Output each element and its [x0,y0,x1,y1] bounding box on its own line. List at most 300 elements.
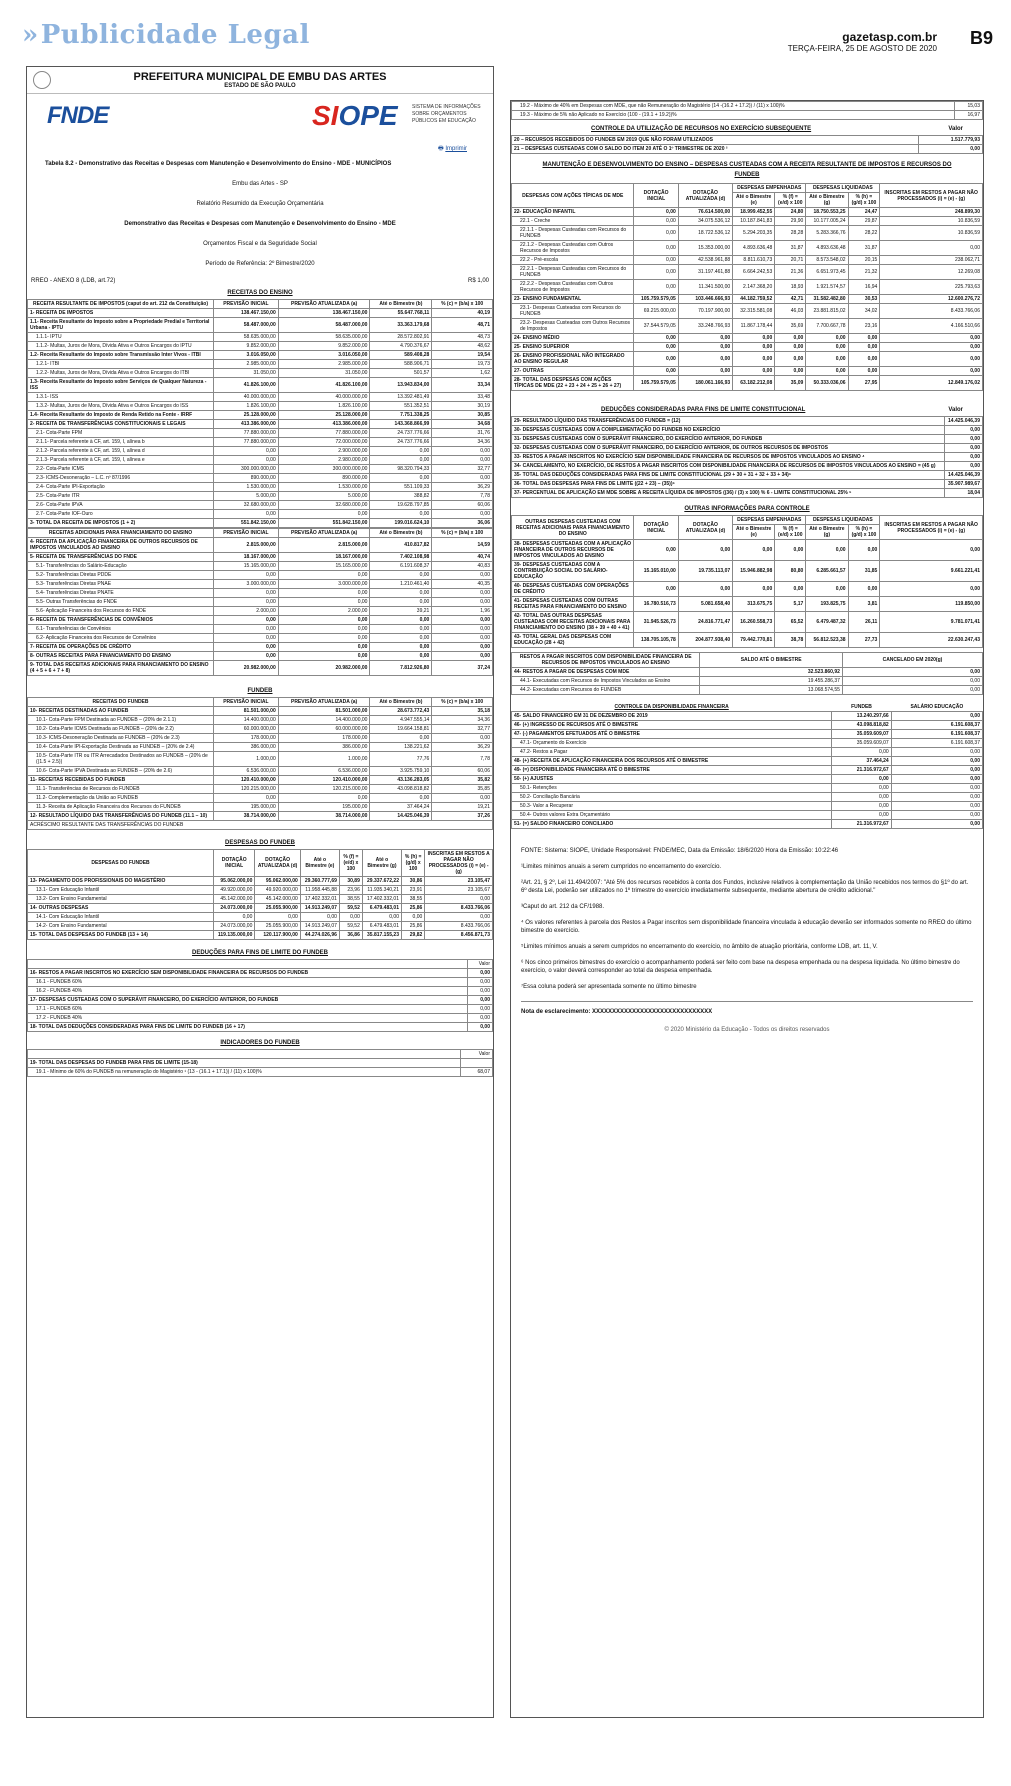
row-label: 5.2- Transferências Diretas PDDE [28,571,214,580]
row-value: 388,82 [370,492,432,501]
periodo: Período de Referência: 2º Bimestre/2020 [205,261,315,267]
row-value: 29.337.672,22 [362,877,401,886]
column-header: Até o Bimestre (b) [370,698,432,707]
row-value: 27,73 [848,633,880,648]
row-label: 1.1.1- IPTU [28,333,214,342]
row-value: 23.105,67 [425,886,493,895]
row-value: 0,00 [300,913,339,922]
indicadores-title: INDICADORES DO FUNDEB [220,1040,300,1046]
left-column [26,66,494,1718]
table-row [512,102,983,111]
section-title: Publicidade Legal [40,20,310,50]
table-row [28,571,493,580]
row-value: 0,00 [880,540,983,561]
row-value: 0,00 [848,582,880,597]
table-row [512,226,983,241]
row-value: Valor [467,960,492,969]
row-value: 2.815.000,00 [278,538,370,553]
row-label: 50.4- Outros valores Extra Orçamentário [512,811,832,820]
row-label: 17- DESPESAS CUSTEADAS COM O SUPERÁVIT FINANCEIRO, DO EXERCÍCIO ANTERIOR, DO FUNDEB [28,996,468,1005]
row-value: 0,00 [848,540,880,561]
row-label: 24- ENSINO MÉDIO [512,334,634,343]
row-value: 0,00 [401,913,424,922]
report-meta [27,154,493,274]
table-row [28,743,493,752]
row-value: 0,00 [634,265,678,280]
table-row [28,1014,493,1023]
row-value: 103.446.666,93 [678,295,732,304]
row-value: 29,90 [775,217,806,226]
row-value: 0,00 [806,540,848,561]
row-label: 19- TOTAL DAS DESPESAS DO FUNDEB PARA FINS DE LIMITE (15-18) [28,1059,461,1068]
controle-table [511,135,983,154]
row-value: 95.062.000,00 [255,877,300,886]
row-value: 40,83 [432,562,493,571]
table-row [28,429,493,438]
fundeb-section-title: FUNDEB [247,688,273,694]
row-value: 138.705.105,78 [634,633,678,648]
print-link[interactable]: 🖶 Imprimir [437,146,467,152]
row-value: 33,34 [432,378,493,393]
row-value: 11.935.340,21 [362,886,401,895]
table-row [28,318,493,333]
row-value: 7.751.338,25 [370,411,432,420]
row-value: 589.408,28 [370,351,432,360]
row-value: 0,00 [278,598,370,607]
row-value: 34,36 [432,438,493,447]
row-label: 40- DESPESAS CUSTEADAS COM OPERAÇÕES DE CRÉDITO [512,582,634,597]
row-value: 0,00 [432,447,493,456]
table-row [28,725,493,734]
row-value: 890.000,00 [214,474,279,483]
row-value: 120.215.000,00 [214,785,279,794]
row-value: 21,32 [848,265,880,280]
row-value: 38,55 [401,895,424,904]
row-value: 14.913.249,07 [300,922,339,931]
row-value: 7.402.108,98 [370,553,432,562]
row-value: 199.016.624,10 [370,519,432,528]
row-value: 5.294.203,35 [733,226,775,241]
row-value: 21.316.972,67 [832,766,891,775]
row-label: 3- TOTAL DA RECEITA DE IMPOSTOS (1 + 2) [28,519,214,528]
row-value: 8.433.766,06 [425,904,493,913]
table-row [512,784,983,793]
row-value: 300.000.000,00 [278,465,370,474]
row-value: 49.920.000,00 [255,886,300,895]
controle-valor-label: Valor [948,126,963,132]
row-value: 0,00 [278,794,370,803]
row-value: 890.000,00 [278,474,370,483]
column-header: Até o Bimestre (e) [300,850,339,877]
table-row [512,471,983,480]
row-value: 0,00 [880,367,983,376]
row-value: 35,82 [432,776,493,785]
table-row [512,775,983,784]
row-label: 29- RESULTADO LÍQUIDO DAS TRANSFERÊNCIAS DO FUNDEB = (12) [512,417,945,426]
row-value: 38,78 [775,633,806,648]
row-value: 0,00 [214,625,279,634]
disp-title: CONTROLE DA DISPONIBILIDADE FINANCEIRA [512,703,832,712]
row-value: 0,00 [945,435,983,444]
table-row [512,540,983,561]
row-value: 0,00 [432,571,493,580]
table-row [28,794,493,803]
row-value: 2.900.000,00 [278,447,370,456]
table-row [28,785,493,794]
row-value: 4.790.376,67 [370,342,432,351]
row-value: 15.946.882,98 [733,561,775,582]
row-label: 7- RECEITA DE OPERAÇÕES DE CRÉDITO [28,643,214,652]
row-value: 56.812.523,38 [806,633,848,648]
row-value: 0,00 [634,226,678,241]
row-label: 6.2- Aplicação Financeira dos Recursos de Convênios [28,634,214,643]
row-value: 44.182.759,52 [733,295,775,304]
row-value: 38.714.000,00 [214,812,279,821]
row-label: 35- TOTAL DAS DEDUÇÕES CONSIDERADAS PARA FINS DE LIMITE CONSTITUCIONAL (29 + 30 + 31 + 32 + 33 + 34)⁶ [512,471,945,480]
table-row [28,342,493,351]
row-value: 0,00 [278,652,370,661]
row-value: 8.573.548,02 [806,256,848,265]
row-value: 18,93 [775,280,806,295]
row-value: 58.635.000,00 [278,333,370,342]
table-row [28,812,493,821]
row-value: 25.128.000,00 [278,411,370,420]
row-value: 43.098.818,82 [370,785,432,794]
row-label: 44- RESTOS A PAGAR DE DESPESAS COM MDE [512,668,700,677]
row-label: 11.3- Receita de Aplicação Financeira dos Recursos do FUNDEB [28,803,214,812]
table-row [28,996,493,1005]
row-value: 180.061.166,93 [678,376,732,391]
row-value: 0,00 [891,793,982,802]
row-value: 0,00 [678,540,732,561]
row-value: 31,76 [432,429,493,438]
row-label: 1.3.2- Multas, Juros de Mora, Dívida Ativa e Outros Encargos do ISS [28,402,214,411]
row-label: 8- OUTRAS RECEITAS PARA FINANCIAMENTO DO ENSINO [28,652,214,661]
row-value: 0,00 [634,256,678,265]
row-value: 0,00 [467,1005,492,1014]
row-value: 34,36 [432,716,493,725]
row-label: 4- RECEITA DA APLICAÇÃO FINANCEIRA DE OUTROS RECURSOS DE IMPOSTOS VINCULADOS AO ENSINO [28,538,214,553]
table-row [28,393,493,402]
row-label: 1.1.2- Multas, Juros de Mora, Dívida Ativa e Outros Encargos do IPTU [28,342,214,351]
row-value: 105.759.579,05 [634,295,678,304]
row-value: 16,97 [954,111,982,120]
row-value: 42.538.961,88 [678,256,732,265]
row-value: 6.651.973,45 [806,265,848,280]
municipio: Embu das Artes - SP [232,181,288,187]
row-value: 138.467.150,00 [214,309,279,318]
row-value: 0,00 [214,598,279,607]
row-label: 22.2.2 - Despesas Custeadas com Outros Recursos de Impostos [512,280,634,295]
row-value: 10.187.841,83 [733,217,775,226]
row-label: 10.4- Cota-Parte IPI-Exportação Destinada ao FUNDEB – (20% de 2.4) [28,743,214,752]
row-value: 6.191.608,37 [891,739,982,748]
table-row [512,739,983,748]
row-label: 1.1- Receita Resultante do Imposto sobre a Propriedade Predial e Territorial Urbana - IPTU [28,318,214,333]
page-number: B9 [969,28,993,48]
receitas-table [27,299,493,528]
table-row [28,510,493,519]
column-header: Até o Bimestre (g) [806,193,848,208]
row-value: 0,00 [214,616,279,625]
row-label: 50.2- Conciliação Bancária [512,793,832,802]
ded-const-table [511,416,983,498]
row-label: 2.4- Cota-Parte IPI-Exportação [28,483,214,492]
row-value: 98.320.794,33 [370,465,432,474]
row-value: 0,00 [880,241,983,256]
row-label: 47- (-) PAGAMENTOS EFETUADOS ATÉ O BIMESTRE [512,730,832,739]
row-value: 0,00 [278,510,370,519]
table-row [28,978,493,987]
footnote: ⁵Limites mínimos anuais a serem cumpridos no encerramento do exercício, no âmbito de atuação prioritária, conforme LDB, art. 11, V. [521,944,878,950]
row-value: 0,00 [432,589,493,598]
row-value: 0,00 [945,426,983,435]
row-value: 0,00 [678,352,732,367]
row-value: 76.614.500,00 [678,208,732,217]
row-value: 32.315.581,08 [733,304,775,319]
row-value: 6.479.487,32 [806,612,848,633]
row-value: 12.600.276,72 [880,295,983,304]
row-value: 58.487.000,00 [214,318,279,333]
row-value: 225.793,63 [880,280,983,295]
row-label: 2.7- Cota-Parte IOF-Ouro [28,510,214,519]
row-value: 30,85 [432,411,493,420]
row-value: 6.664.242,53 [733,265,775,280]
row-label: 50- (+) AJUSTES [512,775,832,784]
row-value: 32.680.000,00 [278,501,370,510]
row-value: 0,00 [278,634,370,643]
column-header: Até o Bimestre (g) [362,850,401,877]
rreo-label: RREO - ANEXO 8 (LDB, art.72) [31,278,116,284]
column-header: DESPESAS COM AÇÕES TÍPICAS DE MDE [512,184,634,208]
row-value: 0,00 [806,352,848,367]
row-value: 7,78 [432,492,493,501]
row-value: 17.402.332,01 [300,895,339,904]
row-value: 18.999.452,55 [733,208,775,217]
row-value: 24.073.000,00 [214,922,255,931]
row-value: 0,00 [880,343,983,352]
column-header: RECEITA RESULTANTE DE IMPOSTOS (caput do art. 212 da Constituição) [28,300,214,309]
row-value: 32,77 [432,725,493,734]
table-row [28,752,493,767]
table-row [512,582,983,597]
row-value: 0,00 [733,540,775,561]
row-label: 47.2- Restos a Pagar [512,748,832,757]
column-header: % (f) = (e/d) x 100 [339,850,362,877]
table-row [28,734,493,743]
row-value: 41.826.100,00 [214,378,279,393]
table-row [512,343,983,352]
row-value: 0,00 [432,625,493,634]
column-header: RECEITAS ADICIONAIS PARA FINANCIAMENTO DO ENSINO [28,529,214,538]
row-value: 0,00 [432,794,493,803]
row-value: 20.982.000,00 [278,661,370,676]
row-value: 0,00 [370,652,432,661]
row-value: 2.000,00 [278,607,370,616]
row-value: 11.341.500,00 [678,280,732,295]
siope-logo [312,100,398,132]
row-value: 23,96 [339,886,362,895]
row-value: 0,00 [842,677,982,686]
row-value: 0,00 [370,625,432,634]
row-value: 0,00 [634,582,678,597]
acrescimo-line: ACRÉSCIMO RESULTANTE DAS TRANSFERÊNCIAS DO FUNDEB [27,821,493,830]
row-label: 22.2.1 - Despesas Custeadas com Recursos do FUNDEB [512,265,634,280]
row-value: 18,04 [945,489,983,498]
row-value: 0,00 [214,634,279,643]
table-row [512,145,983,154]
row-label: 6- RECEITA DE TRANSFERÊNCIAS DE CONVÊNIOS [28,616,214,625]
row-value: 9.781.071,41 [880,612,983,633]
row-value: 2.980.000,00 [278,456,370,465]
table-row [28,411,493,420]
row-label: 2.1.3- Parcela referente à CF, art. 159, I, alínea e [28,456,214,465]
row-value: 18.722.536,12 [678,226,732,241]
row-value: 0,00 [370,474,432,483]
row-value: 40,35 [432,580,493,589]
row-value: 193.825,75 [806,597,848,612]
row-value: 3.016.050,00 [278,351,370,360]
row-value: 23.881.815,02 [806,304,848,319]
row-value: 36,29 [432,743,493,752]
row-value: 195.000,00 [278,803,370,812]
row-value: 45.142.000,00 [255,895,300,904]
row-value: 37,24 [432,661,493,676]
row-value: 1.517.779,93 [919,136,983,145]
row-value: 48,62 [432,342,493,351]
row-label: 14.1- Com Educação Infantil [28,913,214,922]
row-value: 28,28 [775,226,806,241]
row-label: 42- TOTAL DAS OUTRAS DESPESAS CUSTEADAS COM RECEITAS ADICIONAIS PARA FINANCIAMENTO DO ENSINO (38 + 39 + 40 + 41) [512,612,634,633]
row-value: 0,00 [832,811,891,820]
table-row [28,895,493,904]
row-value: 32,77 [432,465,493,474]
row-value: 21,36 [775,265,806,280]
row-label: 34- CANCELAMENTO, NO EXERCÍCIO, DE RESTOS A PAGAR INSCRITOS COM DISPONIBILIDADE FINANCEIRA DE RECURSOS DE IMPOSTOS VINCULADOS AO ENSINO = (45 g) [512,462,945,471]
row-value: 313.675,75 [733,597,775,612]
row-label: 11.2- Complementação da União ao FUNDEB [28,794,214,803]
row-value: 0,00 [467,1014,492,1023]
row-label: 2.3- ICMS-Desoneração – L.C. nº 87/1996 [28,474,214,483]
municipal-seal-icon [33,71,51,89]
row-value: 119.850,00 [880,597,983,612]
row-value: 58.487.000,00 [278,318,370,333]
row-label: 1.3- Receita Resultante do Imposto sobre Serviços de Qualquer Natureza - ISS [28,378,214,393]
disp-head-fundeb: FUNDEB [832,703,891,712]
row-value: 14.913.249,07 [300,904,339,913]
row-value: 0,00 [432,616,493,625]
row-value: 0,00 [370,589,432,598]
row-value: 551.352,51 [370,402,432,411]
receitas-section-title: RECEITAS DO ENSINO [227,290,293,296]
row-value: 0,00 [678,343,732,352]
row-value: 0,00 [678,367,732,376]
row-label: 41- DESPESAS CUSTEADAS COM OUTRAS RECEITAS PARA FINANCIAMENTO DO ENSINO [512,597,634,612]
row-value: 5.283.366,76 [806,226,848,241]
row-value: 12.269,08 [880,265,983,280]
fonte-line: FONTE: Sistema: SIOPE, Unidade Responsável: FNDE/MEC, Data da Emissão: 18/6/2020 Hora da Emissão: 10:22:46 [521,848,839,854]
row-value: 29,82 [401,931,424,940]
table-row [28,1059,493,1068]
row-value: 45.142.000,00 [214,895,255,904]
table-row [28,447,493,456]
row-value: 413.386.000,00 [278,420,370,429]
row-value: 0,00 [214,510,279,519]
row-value: 8.456.871,73 [425,931,493,940]
column-header: % (c) = (b/a) x 100 [432,300,493,309]
table-row [28,474,493,483]
table-row [28,625,493,634]
row-value: 72.000.000,00 [278,438,370,447]
row-value: 0,00 [432,634,493,643]
row-value: 2.815.000,00 [214,538,279,553]
row-label: 19.1 - Mínimo de 60% do FUNDEB na remuneração do Magistério ¹ (13 - (16.1 + 17.1)) / (11) x 100)% [28,1068,461,1077]
column-header: DOTAÇÃO INICIAL [634,516,678,540]
row-label: 12- RESULTADO LÍQUIDO DAS TRANSFERÊNCIAS DO FUNDEB (11.1 – 10) [28,812,214,821]
table-row [512,686,983,695]
estado-name: ESTADO DE SÃO PAULO [224,83,296,89]
column-header: Até o Bimestre (e) [733,193,775,208]
row-value: 10.177.005,24 [806,217,848,226]
table-row [28,922,493,931]
row-value: 0,00 [891,811,982,820]
row-value: 0,00 [214,794,279,803]
table-row [512,426,983,435]
row-value: 386.000,00 [278,743,370,752]
table-row [28,519,493,528]
row-value: 413.386.000,00 [214,420,279,429]
row-value: 0,00 [880,582,983,597]
fnde-logo: FNDE [47,102,109,129]
row-label: 13- PAGAMENTO DOS PROFISSIONAIS DO MAGISTÉRIO [28,877,214,886]
row-value: 0,00 [733,352,775,367]
deducoes-fundeb-table [27,959,493,1032]
row-value: 551.842.150,00 [214,519,279,528]
column-header: Até o Bimestre (b) [370,300,432,309]
row-value: 5.000,00 [214,492,279,501]
column-header: CANCELADO EM 2020(g) [842,653,982,668]
row-value: 32.523.860,92 [700,668,843,677]
row-label: 2.6- Cota-Parte IPVA [28,501,214,510]
copyright: © 2020 Ministério da Educação - Todos os direitos reservados [664,1027,830,1033]
row-value: 0,00 [214,589,279,598]
table-row [512,793,983,802]
row-value: 0,00 [806,343,848,352]
row-label: 17.2 - FUNDEB 40% [28,1014,468,1023]
row-value: 1.210.461,40 [370,580,432,589]
row-value: 0,00 [832,793,891,802]
row-value: 0,00 [214,913,255,922]
disp-head-salario: SALÁRIO EDUCAÇÃO [891,703,982,712]
footnotes [511,829,983,1038]
row-value: 6.479.483,01 [362,922,401,931]
table-row [28,904,493,913]
row-value: 0,00 [806,334,848,343]
row-value: 30,86 [401,877,424,886]
row-value: 0,00 [775,582,806,597]
row-label: 11- RECEITAS RECEBIDAS DO FUNDEB [28,776,214,785]
row-value: 48,71 [432,318,493,333]
row-label: 16.1 - FUNDEB 60% [28,978,468,987]
row-label: 15- TOTAL DAS DESPESAS DO FUNDEB (13 + 14) [28,931,214,940]
row-value: 195.000,00 [214,803,279,812]
row-value: 0,00 [432,734,493,743]
row-value: 18.167.000,00 [214,553,279,562]
table-row [28,1050,493,1059]
row-value: 38.714.000,00 [278,812,370,821]
footnote: ³Caput do art. 212 da CF/1988. [521,904,605,910]
row-value: 0,00 [370,616,432,625]
